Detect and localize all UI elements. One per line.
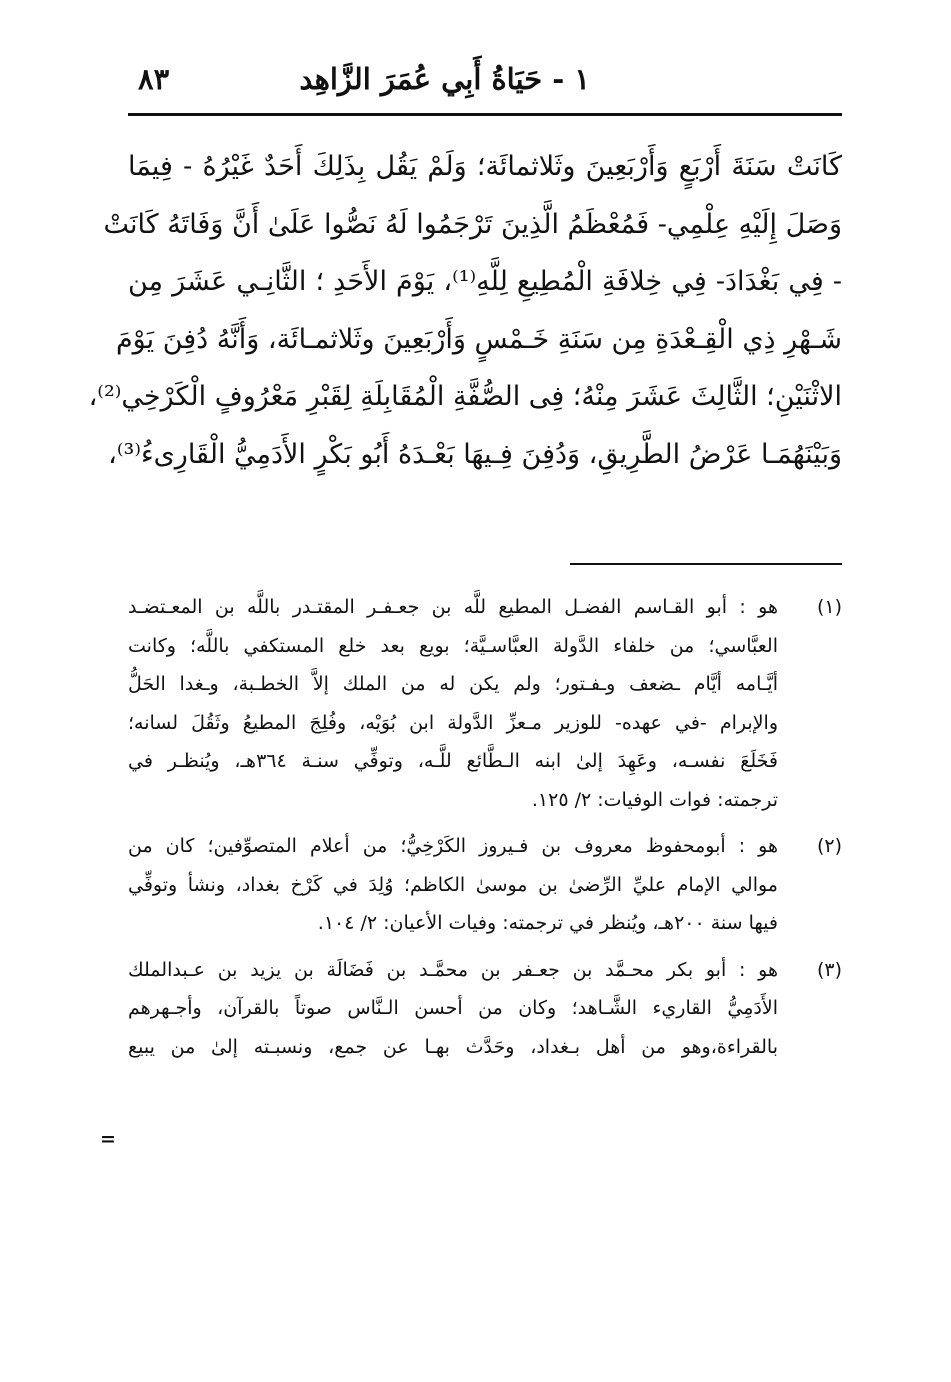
- footnote-number: (١): [816, 596, 842, 618]
- page-number: ٨٣: [138, 62, 170, 96]
- main-text-block: [88, 138, 842, 484]
- footnote-line: والإبرام -في عهده- للوزير مـعزِّ الدَّولة ابن بُوَيْه، وفُلِجَ المطيعُ وثَقُلَ لسانه؛: [128, 711, 778, 734]
- main-text-line: - فِي بَغْدَادَ- فِي خِلافَةِ الْمُطِيعِ لِلَّهِ⁽¹⁾، يَوْمَ الأَحَدِ ؛ الثَّانِـي عَشَرَ مِن: [128, 266, 842, 298]
- footnote-1: [128, 588, 842, 819]
- running-header: [128, 56, 842, 112]
- footnote-number: (٣): [816, 958, 842, 981]
- footnote-line: العبَّاسي؛ من خلفاء الدَّولة العبَّاسـيَّة؛ بويع بعد خلع المستكفي باللَّه؛ وكانت: [128, 634, 778, 657]
- footnote-separator: [570, 563, 842, 565]
- running-title: ١ - حَيَاةُ أَبِي عُمَرَ الزَّاهِد: [299, 62, 590, 96]
- main-text-line: وَصَلَ إِلَيْهِ عِلْمِي- فَمُعْظَمُ الَّذِينَ تَرْجَمُوا لَهُ نَصُّوا عَلَىٰ أَنَّ وَفَاتَهُ كَانَتْ: [103, 208, 842, 240]
- footnote-number: (٢): [816, 835, 842, 857]
- footnote-line: بالقراءة،وهو من أهل بـغداد، وحَدَّث بهـا عن جمع، ونسبـته إلىٰ من يبيع: [128, 1035, 778, 1058]
- footnote-text: [128, 827, 778, 943]
- footnote-2: [128, 827, 842, 943]
- footnote-line: فَخَلَعَ نفسـه، وعَهِدَ إلىٰ ابنه الـطَّائع للَّـه، وتوفِّي سنـة ٣٦٤هـ، ويُنظـر في: [128, 750, 778, 772]
- main-text-line: شَـهْرِ ذِي الْقِـعْدَةِ مِن سَنَةِ خَـمْسٍ وَأَرْبَعِينَ وثَلاثمـائَة، وَأَنَّهُ دُفِنَ يَوْمَ: [115, 323, 842, 355]
- main-text-line: الاثْنَيْنِ؛ الثَّالِثَ عَشَرَ مِنْهُ؛ فِى الصُّفَّةِ الْمُقَابِلَةِ لِقَبْرِ مَعْرُوفٍ الْكَرْخِي⁽²⁾،: [88, 381, 842, 413]
- main-text-line: كَانَتْ سَنَةَ أَرْبَعٍ وَأَرْبَعِينَ وثَلاثمائَة؛ وَلَمْ يَقُل بِذَلِكَ أَحَدٌ غَيْرُهُ - فِيمَا: [128, 151, 842, 182]
- continuation-mark: =: [100, 1128, 116, 1150]
- main-text-line: وَبَيْنَهُمَـا عَرْضُ الطَّرِيقِ، وَدُفِنَ فِـيهَا بَعْـدَهُ أَبُو بَكْرٍ الأَدَمِيُّ الْقَارِىءُ⁽³⁾،: [108, 438, 842, 470]
- footnote-text: [128, 588, 778, 819]
- footnote-line: الأَدَمِيُّ القاريء الشَّـاهد؛ وكان من أحسن الـنَّاس صوتاً بالقرآن، وأجـهرهم: [128, 997, 778, 1019]
- footnote-text: [128, 951, 778, 1067]
- footnote-line: ترجمته: فوات الوفيات: ٢/ ١٢٥.: [531, 788, 778, 811]
- footnotes-block: [128, 588, 842, 1074]
- footnote-line: فيها سنة ٢٠٠هـ، ويُنظر في ترجمته: وفيات الأعيان: ٢/ ١٠٤.: [317, 912, 778, 934]
- footnote-line: أيَّـامه أيَّام ـضعف وـفـتور؛ ولم يكن له من الملك إلاَّ الخطـبة، وـغدا الحَلُّ: [128, 673, 778, 695]
- footnote-line: هو : أبو القـاسم الفضـل المطيع للَّه بن جعـفـر المقتـدر باللَّه بن المعـتضـد: [128, 596, 778, 618]
- footnote-3: [128, 951, 842, 1067]
- footnote-line: هو : أبومحفوظ معروف بن فـيروز الكَرْخِيُّ؛ من أعلام المتصوِّفين؛ كان من: [128, 835, 778, 857]
- header-rule: [128, 113, 842, 116]
- footnote-line: هو : أبو بكر محـمَّد بن جعـفر بن محمَّـد بن فَضَالَة بن يزيد بن عـبدالملك: [128, 958, 778, 981]
- footnote-line: موالي الإمام عليِّ الرِّضىٰ بن موسىٰ الكاظم؛ وُلِدَ في كَرْخ بغداد، ونشأ وتوفِّي: [128, 873, 778, 896]
